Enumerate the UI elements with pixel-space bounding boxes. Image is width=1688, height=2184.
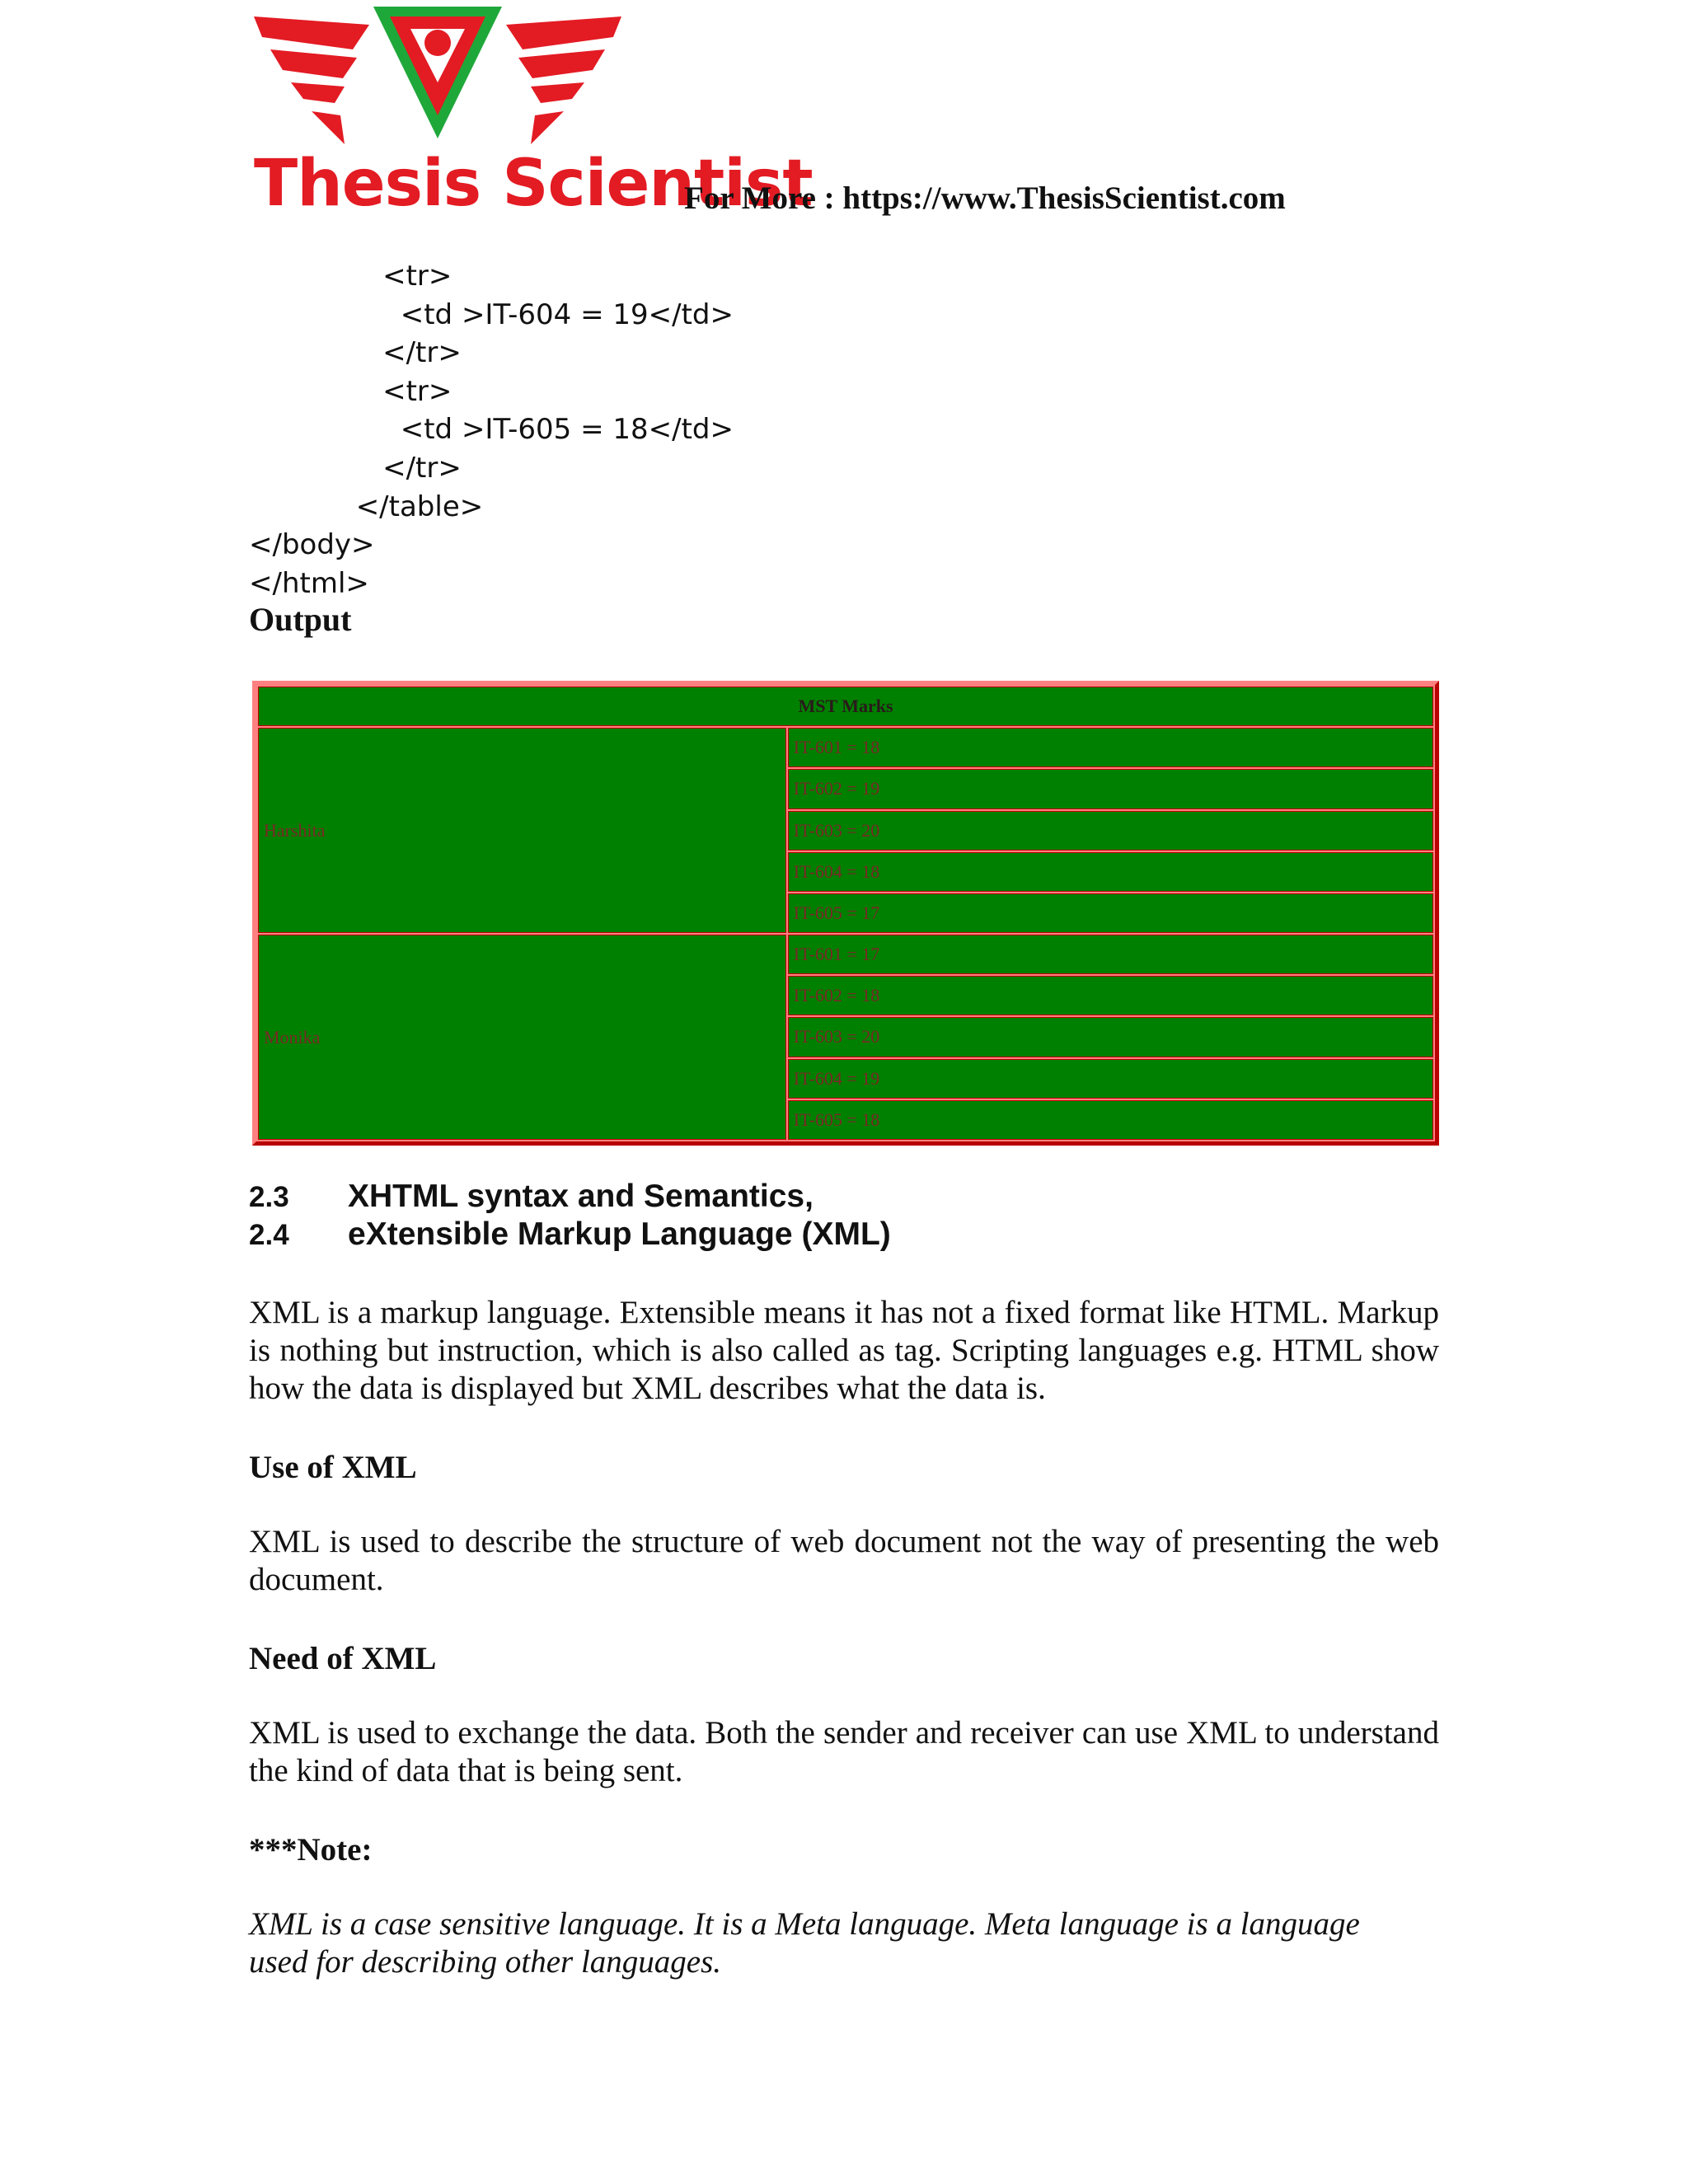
table-row bbox=[258, 728, 1433, 767]
need-of-xml-heading: Need of XML bbox=[249, 1641, 437, 1676]
note-heading: ***Note: bbox=[249, 1832, 373, 1868]
mark-cell: IT-605 = 17 bbox=[788, 893, 1433, 933]
mark-cell: IT-604 = 18 bbox=[788, 852, 1433, 892]
logo-text: Thesis Scientist bbox=[254, 147, 813, 221]
section-title: eXtensible Markup Language (XML) bbox=[348, 1216, 891, 1252]
section-heading-2-4 bbox=[249, 1216, 891, 1253]
use-of-xml-heading: Use of XML bbox=[249, 1450, 417, 1485]
output-table-frame bbox=[252, 681, 1439, 1146]
code-line: </tr> bbox=[249, 336, 462, 370]
table-row bbox=[258, 935, 1433, 974]
section-number: 2.3 bbox=[249, 1181, 289, 1213]
code-line: <tr> bbox=[249, 374, 452, 408]
code-line: <tr> bbox=[249, 260, 452, 293]
intro-paragraph: XML is a markup language. Extensible means it has not a fixed format like HTML. Markup is nothing but instruction, which is also called as tag. Scripting languages e.g. HTML show how the data is displayed but XML describes what the data is. bbox=[249, 1295, 1439, 1406]
code-listing bbox=[249, 257, 734, 602]
output-label: Output bbox=[249, 601, 352, 638]
mark-cell: IT-604 = 19 bbox=[788, 1059, 1433, 1099]
code-line: </body> bbox=[249, 528, 375, 562]
table-title: MST Marks bbox=[258, 687, 1433, 726]
code-line: </tr> bbox=[249, 451, 462, 485]
output-table bbox=[256, 685, 1435, 1141]
section-number: 2.4 bbox=[249, 1219, 289, 1251]
note-paragraph: XML is a case sensitive language. It is a Meta language. Meta language is a language used for describing other languages. bbox=[249, 1906, 1360, 1980]
student-name-cell: Harshita bbox=[258, 728, 786, 933]
code-line: </html> bbox=[249, 566, 369, 600]
use-of-xml-paragraph: XML is used to describe the structure of web document not the way of presenting the web document. bbox=[249, 1524, 1439, 1597]
mark-cell: IT-605 = 18 bbox=[788, 1100, 1433, 1140]
mark-cell: IT-603 = 20 bbox=[788, 811, 1433, 851]
code-line: <td >IT-605 = 18</td> bbox=[249, 413, 734, 447]
mark-cell: IT-601 = 18 bbox=[788, 728, 1433, 767]
mark-cell: IT-602 = 19 bbox=[788, 769, 1433, 808]
mark-cell: IT-601 = 17 bbox=[788, 935, 1433, 974]
section-title: XHTML syntax and Semantics, bbox=[348, 1179, 814, 1214]
mark-cell: IT-603 = 20 bbox=[788, 1017, 1433, 1057]
website-link-text[interactable]: For More : https://www.ThesisScientist.com bbox=[684, 180, 1286, 216]
mark-cell: IT-602 = 18 bbox=[788, 976, 1433, 1015]
need-of-xml-paragraph: XML is used to exchange the data. Both the sender and receiver can use XML to understand the kind of data that is being sent. bbox=[249, 1715, 1439, 1788]
student-name-cell: Monika bbox=[258, 935, 786, 1140]
code-line: </table> bbox=[249, 490, 484, 523]
section-heading-2-3 bbox=[249, 1179, 814, 1215]
code-line: <td >IT-604 = 19</td> bbox=[249, 298, 734, 331]
